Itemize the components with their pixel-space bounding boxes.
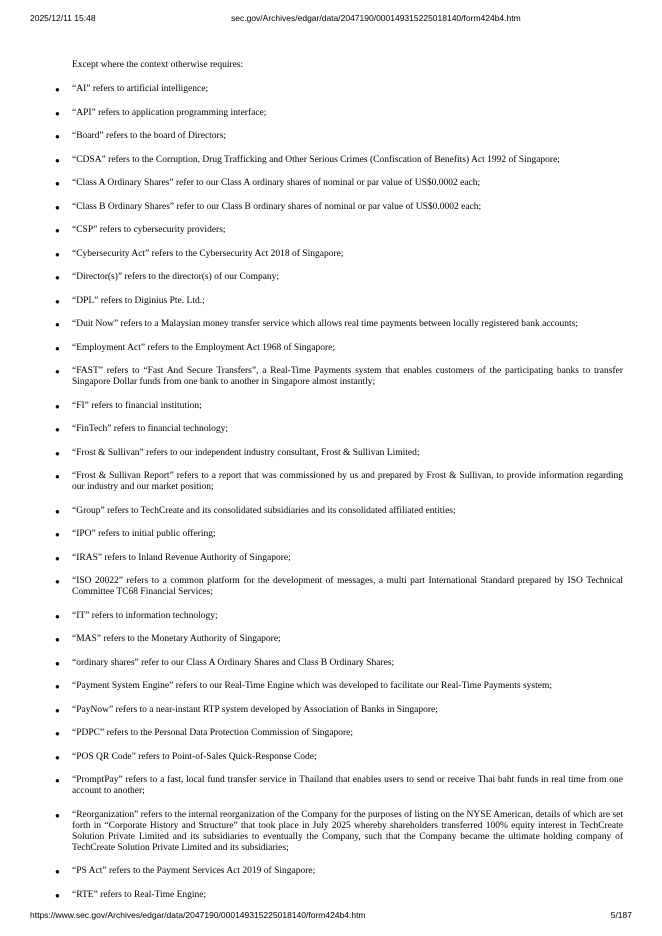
definition-item xyxy=(0,108,662,119)
bullet-icon: ● xyxy=(55,226,60,235)
print-datetime: 2025/12/11 15:48 xyxy=(30,13,96,23)
definition-text: “IPO” refers to initial public offering; xyxy=(72,529,216,539)
bullet-icon: ● xyxy=(55,155,60,165)
bullet-icon: ● xyxy=(55,658,60,668)
definition-item xyxy=(0,401,662,412)
definition-item xyxy=(0,681,662,692)
definition-text: “RTE” refers to Real-Time Engine; xyxy=(72,889,207,900)
definition-text: “Payment System Engine” refers to our Real-Time Engine which was developed to facilitate our Real-Time Payments system; xyxy=(72,681,553,691)
bullet-icon: ● xyxy=(55,705,60,715)
definition-text: “PS Act” refers to the Payment Services Act 2019 of Singapore; xyxy=(72,866,316,876)
definition-text: “IT” refers to information technology; xyxy=(72,610,218,621)
definition-text: “Reorganization” refers to the internal reorganization of the Company for the purposes of listing on the NYSE American, details of which are set forth in “Corporate History and Structure” that took place in July 2025 whereby shareholders transferred 100% equity interest in TechCreate Solution Private Limited and its subsidiaries to eventually the Company, such that the Company became the ultimate holding company of TechCreate Solution Private Limited and its subsidiaries; xyxy=(72,809,623,853)
bullet-icon: ● xyxy=(55,296,60,306)
print-url[interactable]: https://www.sec.gov/Archives/edgar/data/2047190/000149315225018140/form424b4.htm xyxy=(30,910,366,920)
bullet-icon: ● xyxy=(55,776,60,785)
bullet-icon: ● xyxy=(55,577,60,586)
bullet-icon: ● xyxy=(55,682,60,691)
definition-text: “ordinary shares” refer to our Class A Ordinary Shares and Class B Ordinary Shares; xyxy=(72,657,395,668)
definition-text: “FAST” refers to “Fast And Secure Transfers”, a Real-Time Payments system that enables customers of the participating banks to transfer Singapore Dollar funds from one bank to another in Singapore almost instantly; xyxy=(72,366,623,387)
print-header xyxy=(30,13,632,27)
definition-item xyxy=(0,752,662,763)
definition-item xyxy=(0,471,662,493)
bullet-icon: ● xyxy=(55,635,60,644)
definition-text: “PromptPay” refers to a fast, local fund transfer service in Thailand that enables users to send or receive Thai baht funds in real time from one account to another; xyxy=(72,775,623,796)
definition-text: “AI” refers to artificial intelligence; xyxy=(72,84,209,94)
definitions-intro: Except where the context otherwise requires: xyxy=(72,60,244,70)
definition-item xyxy=(0,296,662,307)
definition-item xyxy=(0,506,662,517)
print-page-title: sec.gov/Archives/edgar/data/2047190/000149315225018140/form424b4.htm xyxy=(231,13,521,23)
bullet-icon: ● xyxy=(55,611,60,621)
definition-text: “ISO 20022” refers to a common platform for the development of messages, a multi part International Standard prepared by ISO Technical Committee TC68 Financial Services; xyxy=(72,576,623,597)
bullet-icon: ● xyxy=(55,320,60,329)
definition-text: “Board” refers to the board of Directors; xyxy=(72,131,227,141)
definition-text: “IRAS” refers to Inland Revenue Authority of Singapore; xyxy=(72,552,291,563)
definition-text: “MAS” refers to the Monetary Authority of Singapore; xyxy=(72,634,281,644)
bullet-icon: ● xyxy=(55,810,60,820)
bullet-icon: ● xyxy=(55,530,60,539)
definition-item xyxy=(0,131,662,142)
definition-item xyxy=(0,658,662,669)
definition-text: “PDPC” refers to the Personal Data Protection Commission of Singapore; xyxy=(72,728,353,738)
definition-text: “CSP” refers to cybersecurity providers; xyxy=(72,225,226,235)
bullet-icon: ● xyxy=(55,752,60,762)
definition-item xyxy=(0,866,662,877)
definition-text: “API” refers to application programming interface; xyxy=(72,107,267,118)
definition-text: “Cybersecurity Act” refers to the Cybersecurity Act 2018 of Singapore; xyxy=(72,248,344,259)
definition-text: “PayNow” refers to a near-instant RTP system developed by Association of Banks in Singapore; xyxy=(72,704,438,715)
definition-item xyxy=(0,611,662,622)
bullet-icon: ● xyxy=(55,179,60,188)
definition-item xyxy=(0,553,662,564)
bullet-icon: ● xyxy=(55,273,60,282)
definition-item xyxy=(0,634,662,645)
definition-text: “Director(s)” refers to the director(s) of our Company; xyxy=(72,272,280,282)
definition-item xyxy=(0,728,662,739)
definition-text: “DPL” refers to Diginius Pte. Ltd.; xyxy=(72,295,205,306)
definition-text: “CDSA” refers to the Corruption, Drug Trafficking and Other Serious Crimes (Confiscation of Benefits) Act 1992 of Singapore; xyxy=(72,154,560,165)
definition-item xyxy=(0,775,662,797)
print-footer xyxy=(30,910,632,924)
bullet-icon: ● xyxy=(55,553,60,563)
definition-text: “FI” refers to financial institution; xyxy=(72,400,202,411)
bullet-icon: ● xyxy=(55,867,60,876)
bullet-icon: ● xyxy=(55,108,60,118)
definition-text: “Class B Ordinary Shares” refer to our Class B ordinary shares of nominal or par value of US$0.0002 each; xyxy=(72,201,482,212)
bullet-icon: ● xyxy=(55,425,60,434)
definition-item xyxy=(0,178,662,189)
definition-text: “POS QR Code” refers to Point-of-Sales Quick-Response Code; xyxy=(72,751,317,762)
definition-item xyxy=(0,810,662,854)
definition-item xyxy=(0,448,662,459)
definition-item xyxy=(0,249,662,260)
definition-text: “Frost & Sullivan” refers to our independent industry consultant, Frost & Sullivan Limited; xyxy=(72,447,420,458)
definition-item xyxy=(0,319,662,330)
definitions-list xyxy=(0,84,662,913)
definition-text: “Duit Now” refers to a Malaysian money transfer service which allows real time payments between locally registered bank accounts; xyxy=(72,319,578,329)
definition-item xyxy=(0,343,662,354)
bullet-icon: ● xyxy=(55,367,60,376)
bullet-icon: ● xyxy=(55,729,60,738)
definition-item xyxy=(0,529,662,540)
bullet-icon: ● xyxy=(55,202,60,212)
definition-item xyxy=(0,272,662,283)
definition-text: “Class A Ordinary Shares” refer to our Class A ordinary shares of nominal or par value of US$0.0002 each; xyxy=(72,178,481,188)
definition-item xyxy=(0,155,662,166)
definition-item xyxy=(0,84,662,95)
bullet-icon: ● xyxy=(55,85,60,94)
bullet-icon: ● xyxy=(55,401,60,411)
definition-item xyxy=(0,424,662,435)
definition-item xyxy=(0,225,662,236)
definition-text: “FinTech” refers to financial technology; xyxy=(72,424,229,434)
definition-item xyxy=(0,202,662,213)
bullet-icon: ● xyxy=(55,890,60,900)
bullet-icon: ● xyxy=(55,343,60,353)
bullet-icon: ● xyxy=(55,448,60,458)
bullet-icon: ● xyxy=(55,472,60,481)
bullet-icon: ● xyxy=(55,132,60,141)
definition-text: “Group” refers to TechCreate and its consolidated subsidiaries and its consolidated affiliated entities; xyxy=(72,505,456,516)
definition-item xyxy=(0,366,662,388)
bullet-icon: ● xyxy=(55,249,60,259)
definition-text: “Employment Act” refers to the Employment Act 1968 of Singapore; xyxy=(72,342,336,353)
definition-text: “Frost & Sullivan Report” refers to a report that was commissioned by us and prepared by Frost & Sullivan, to provide information regarding our industry and our market position; xyxy=(72,471,623,492)
bullet-icon: ● xyxy=(55,506,60,516)
definition-item xyxy=(0,705,662,716)
print-page-count: 5/187 xyxy=(610,910,632,920)
definition-item xyxy=(0,576,662,598)
definition-item xyxy=(0,890,662,901)
